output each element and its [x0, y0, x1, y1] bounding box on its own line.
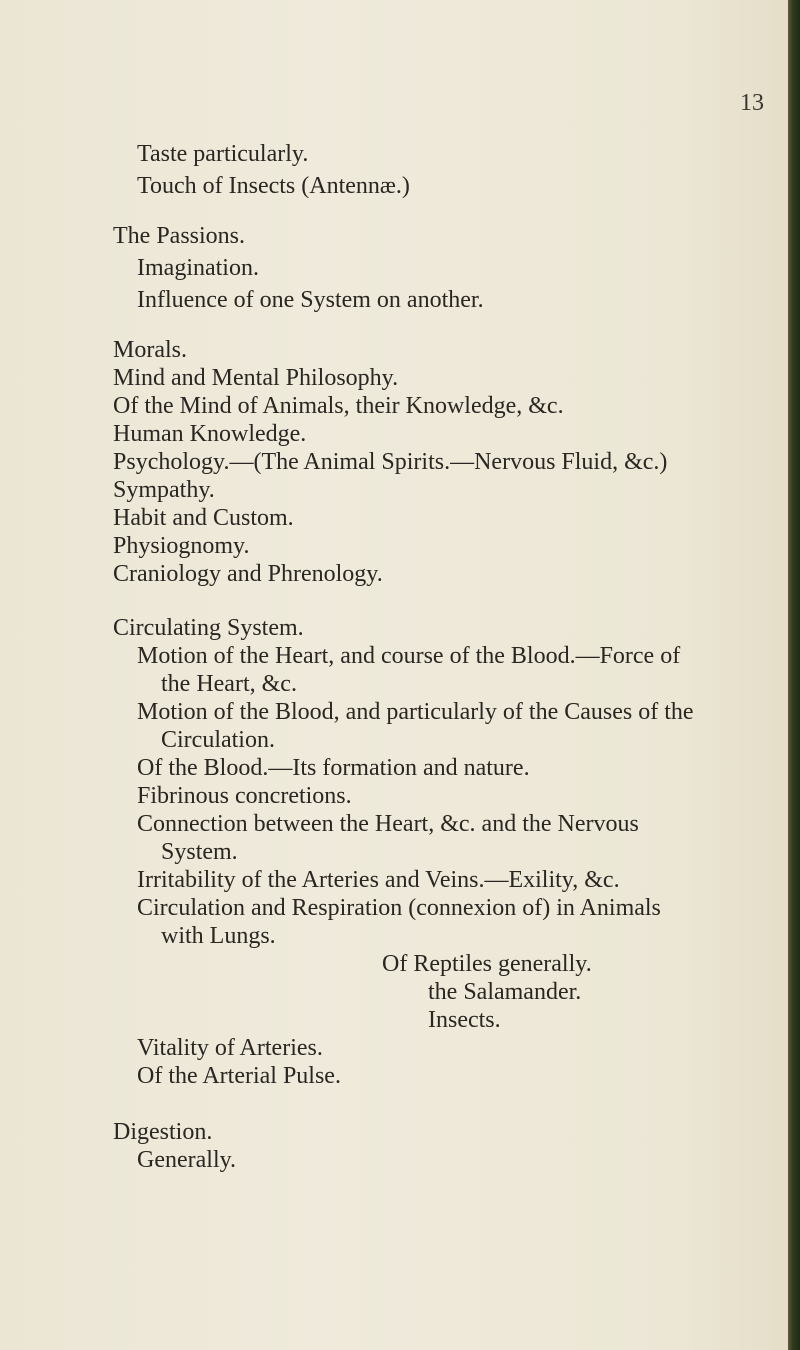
- list-item: Human Knowledge.: [113, 421, 307, 447]
- book-cover-edge: [788, 0, 800, 1350]
- list-item: Influence of one System on another.: [137, 287, 484, 313]
- list-item-continuation: System.: [161, 839, 238, 865]
- page-number: 13: [740, 90, 764, 116]
- list-item: Of the Blood.—Its formation and nature.: [137, 755, 530, 781]
- list-item: Motion of the Blood, and particularly of the Causes of the: [137, 699, 694, 725]
- list-subitem: Of Reptiles generally.: [382, 951, 592, 977]
- list-item: Habit and Custom.: [113, 505, 294, 531]
- list-item: Motion of the Heart, and course of the Blood.—Force of: [137, 643, 681, 669]
- list-item: Connection between the Heart, &c. and the Nervous: [137, 811, 639, 837]
- list-item: Taste particularly.: [137, 141, 309, 167]
- list-item: Craniology and Phrenology.: [113, 561, 383, 587]
- list-item: Of the Mind of Animals, their Knowledge, &c.: [113, 393, 564, 419]
- section-heading: Morals.: [113, 337, 187, 363]
- list-item-continuation: the Heart, &c.: [161, 671, 297, 697]
- list-subitem: the Salamander.: [428, 979, 582, 1005]
- list-item-continuation: Circulation.: [161, 727, 275, 753]
- list-subitem: Insects.: [428, 1007, 501, 1033]
- list-item: Psychology.—(The Animal Spirits.—Nervous Fluid, &c.): [113, 449, 668, 475]
- list-item: Of the Arterial Pulse.: [137, 1063, 341, 1089]
- list-item-continuation: with Lungs.: [161, 923, 276, 949]
- list-item: Mind and Mental Philosophy.: [113, 365, 399, 391]
- section-heading: Circulating System.: [113, 615, 304, 641]
- section-heading: Digestion.: [113, 1119, 213, 1145]
- list-item: Fibrinous concretions.: [137, 783, 352, 809]
- section-heading: The Passions.: [113, 223, 245, 249]
- list-item: Irritability of the Arteries and Veins.—Exility, &c.: [137, 867, 620, 893]
- list-item: Physiognomy.: [113, 533, 250, 559]
- list-item: Generally.: [137, 1147, 237, 1173]
- list-item: Vitality of Arteries.: [137, 1035, 323, 1061]
- list-item: Touch of Insects (Antennæ.): [137, 173, 410, 199]
- list-item: Circulation and Respiration (connexion of) in Animals: [137, 895, 661, 921]
- list-item: Imagination.: [137, 255, 259, 281]
- list-item: Sympathy.: [113, 477, 215, 503]
